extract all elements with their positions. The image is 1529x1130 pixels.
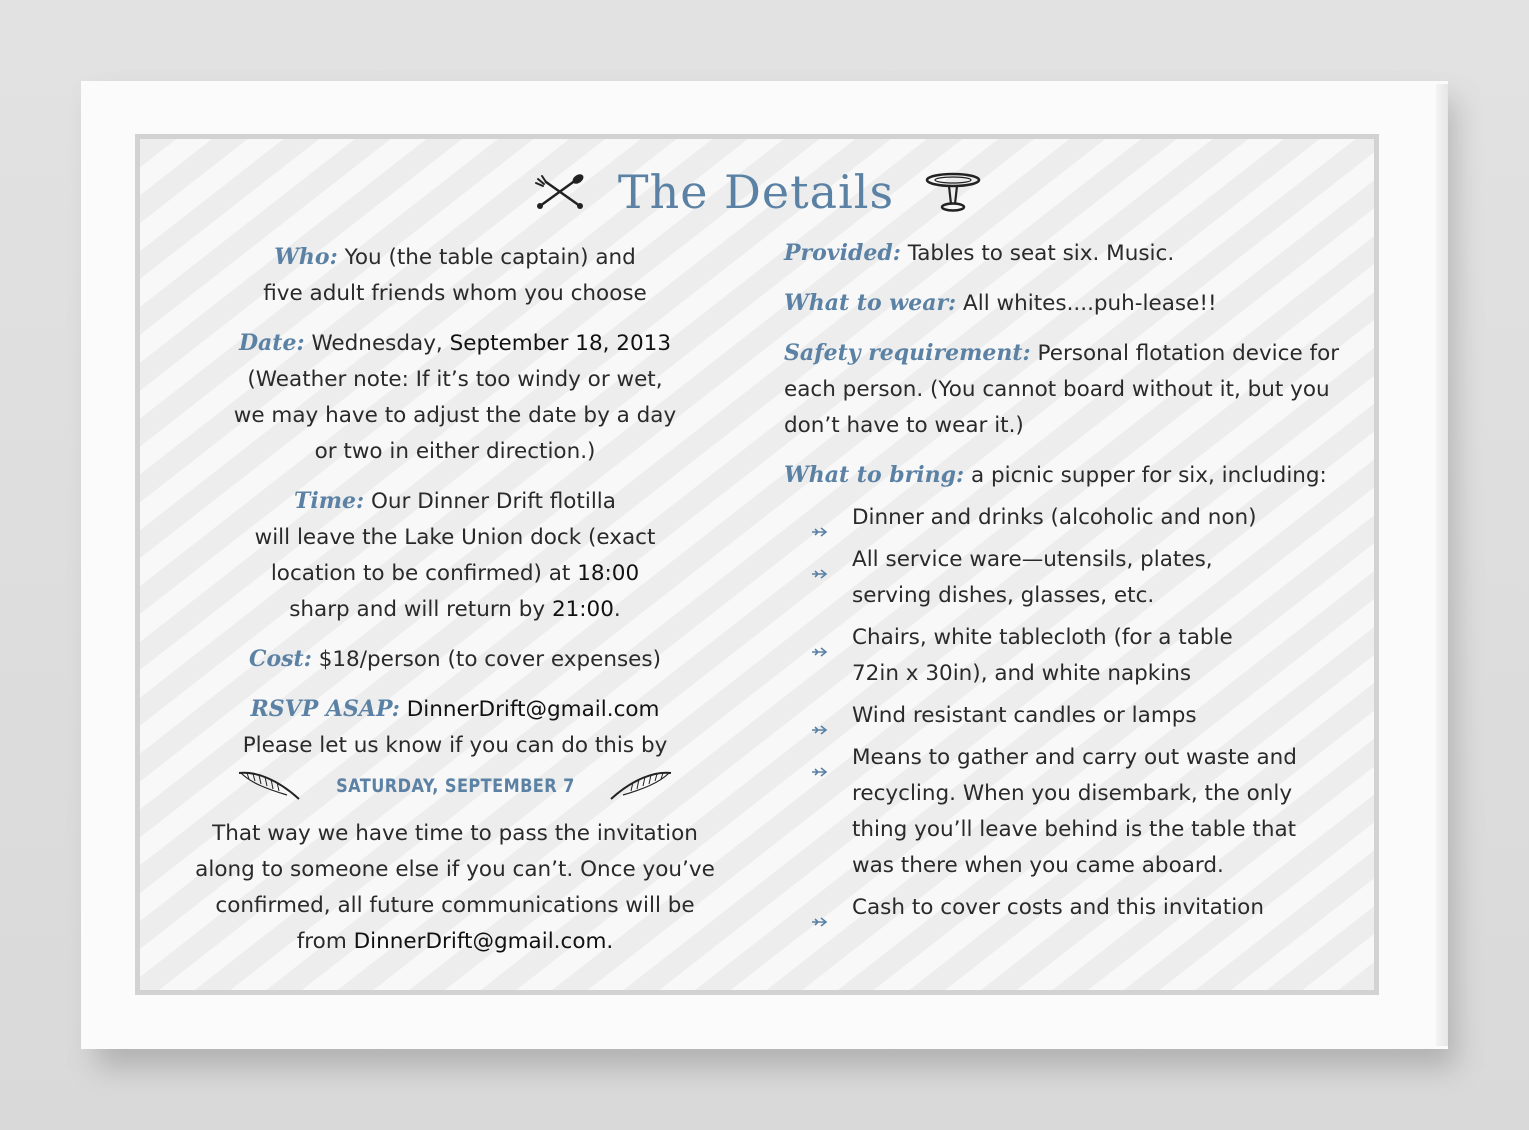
date-note-2: we may have to adjust the date by a day — [233, 403, 677, 428]
closing-text-3: confirmed, all future communications will be — [215, 893, 695, 918]
time-text-2: will leave the Lake Union dock (exact — [254, 525, 656, 550]
bring-text: a picnic supper for six, including: — [970, 463, 1327, 488]
time-period: . — [613, 597, 621, 622]
arrow-bullet-icon — [812, 633, 832, 669]
depart-time: 18:00 — [577, 561, 640, 586]
wear-text: All whites....puh-lease!! — [963, 291, 1217, 316]
list-item — [784, 740, 1364, 884]
details-frame — [135, 134, 1379, 995]
closing-text-4: from — [296, 929, 347, 954]
crossed-utensils-icon — [532, 172, 588, 212]
safety-text-2: each person. (You cannot board without it, but you — [784, 377, 1330, 402]
rsvp-label: RSVP ASAP: — [250, 696, 400, 722]
list-item — [784, 698, 1364, 734]
feather-icon — [609, 769, 673, 803]
bring-item-text: thing you’ll leave behind is the table that — [852, 817, 1297, 842]
left-column — [190, 239, 720, 960]
closing-text-1: That way we have time to pass the invitation — [212, 821, 698, 846]
rsvp-section — [190, 691, 720, 764]
title-row — [140, 165, 1374, 219]
bring-item-text: Cash to cover costs and this invitation — [852, 895, 1264, 920]
bring-section — [784, 457, 1364, 926]
wear-label: What to wear: — [784, 290, 957, 316]
wear-section — [784, 285, 1364, 322]
bring-label: What to bring: — [784, 462, 965, 488]
safety-text-3: don’t have to wear it.) — [784, 413, 1024, 438]
safety-text-1: Personal flotation device for — [1037, 341, 1340, 366]
date-note-1: (Weather note: If it’s too windy or wet, — [247, 367, 663, 392]
bring-item-text: recycling. When you disembark, the only — [852, 781, 1293, 806]
cost-text: $18/person (to cover expenses) — [318, 647, 661, 672]
bring-item-text: Means to gather and carry out waste and — [852, 745, 1297, 770]
rsvp-deadline: SATURDAY, SEPTEMBER 7 — [335, 775, 575, 797]
time-section — [190, 483, 720, 628]
page-title: The Details — [617, 165, 895, 219]
feather-icon — [237, 769, 301, 803]
cost-label: Cost: — [248, 646, 312, 672]
arrow-bullet-icon — [812, 753, 832, 789]
bring-item-text: was there when you came aboard. — [852, 853, 1224, 878]
closing-section — [190, 816, 720, 960]
time-text-3: location to be confirmed) at — [270, 561, 571, 586]
provided-label: Provided: — [784, 240, 901, 266]
bring-item-text: Dinner and drinks (alcoholic and non) — [852, 505, 1257, 530]
date-value: September 18, 2013 — [449, 331, 672, 356]
deadline-row — [190, 768, 720, 804]
bring-item-text: All service ware—utensils, plates, — [852, 547, 1213, 572]
right-column — [784, 235, 1364, 932]
bring-item-text: Chairs, white tablecloth (for a table — [852, 625, 1233, 650]
safety-label: Safety requirement: — [784, 340, 1031, 366]
date-note-3: or two in either direction.) — [314, 439, 596, 464]
bring-item-text: Wind resistant candles or lamps — [852, 703, 1197, 728]
card-edge — [1436, 84, 1448, 1046]
cost-section — [190, 641, 720, 678]
list-item — [784, 500, 1364, 536]
who-section — [190, 239, 720, 312]
closing-text-2: along to someone else if you can’t. Once you’ve — [195, 857, 715, 882]
bring-item-text: serving dishes, glasses, etc. — [852, 583, 1155, 608]
who-label: Who: — [274, 244, 338, 270]
date-section — [190, 325, 720, 470]
arrow-bullet-icon — [812, 903, 832, 939]
date-weekday: Wednesday, — [311, 331, 443, 356]
cake-stand-icon — [924, 171, 982, 213]
provided-text: Tables to seat six. Music. — [907, 241, 1175, 266]
who-text: You (the table captain) and — [344, 245, 636, 270]
bring-item-text: 72in x 30in), and white napkins — [852, 661, 1192, 686]
rsvp-email-link[interactable]: DinnerDrift@gmail.com — [406, 697, 660, 722]
safety-section — [784, 335, 1364, 444]
closing-email-link[interactable]: DinnerDrift@gmail.com. — [353, 929, 614, 954]
list-item — [784, 620, 1364, 692]
time-text-4: sharp and will return by — [289, 597, 546, 622]
return-time: 21:00 — [551, 597, 614, 622]
list-item — [784, 890, 1364, 926]
time-text-1: Our Dinner Drift flotilla — [371, 489, 616, 514]
bring-list — [784, 500, 1364, 926]
date-label: Date: — [238, 330, 305, 356]
arrow-bullet-icon — [812, 555, 832, 591]
provided-section — [784, 235, 1364, 272]
who-text-2: five adult friends whom you choose — [263, 281, 647, 306]
list-item — [784, 542, 1364, 614]
rsvp-text: Please let us know if you can do this by — [242, 733, 668, 758]
time-label: Time: — [294, 488, 365, 514]
